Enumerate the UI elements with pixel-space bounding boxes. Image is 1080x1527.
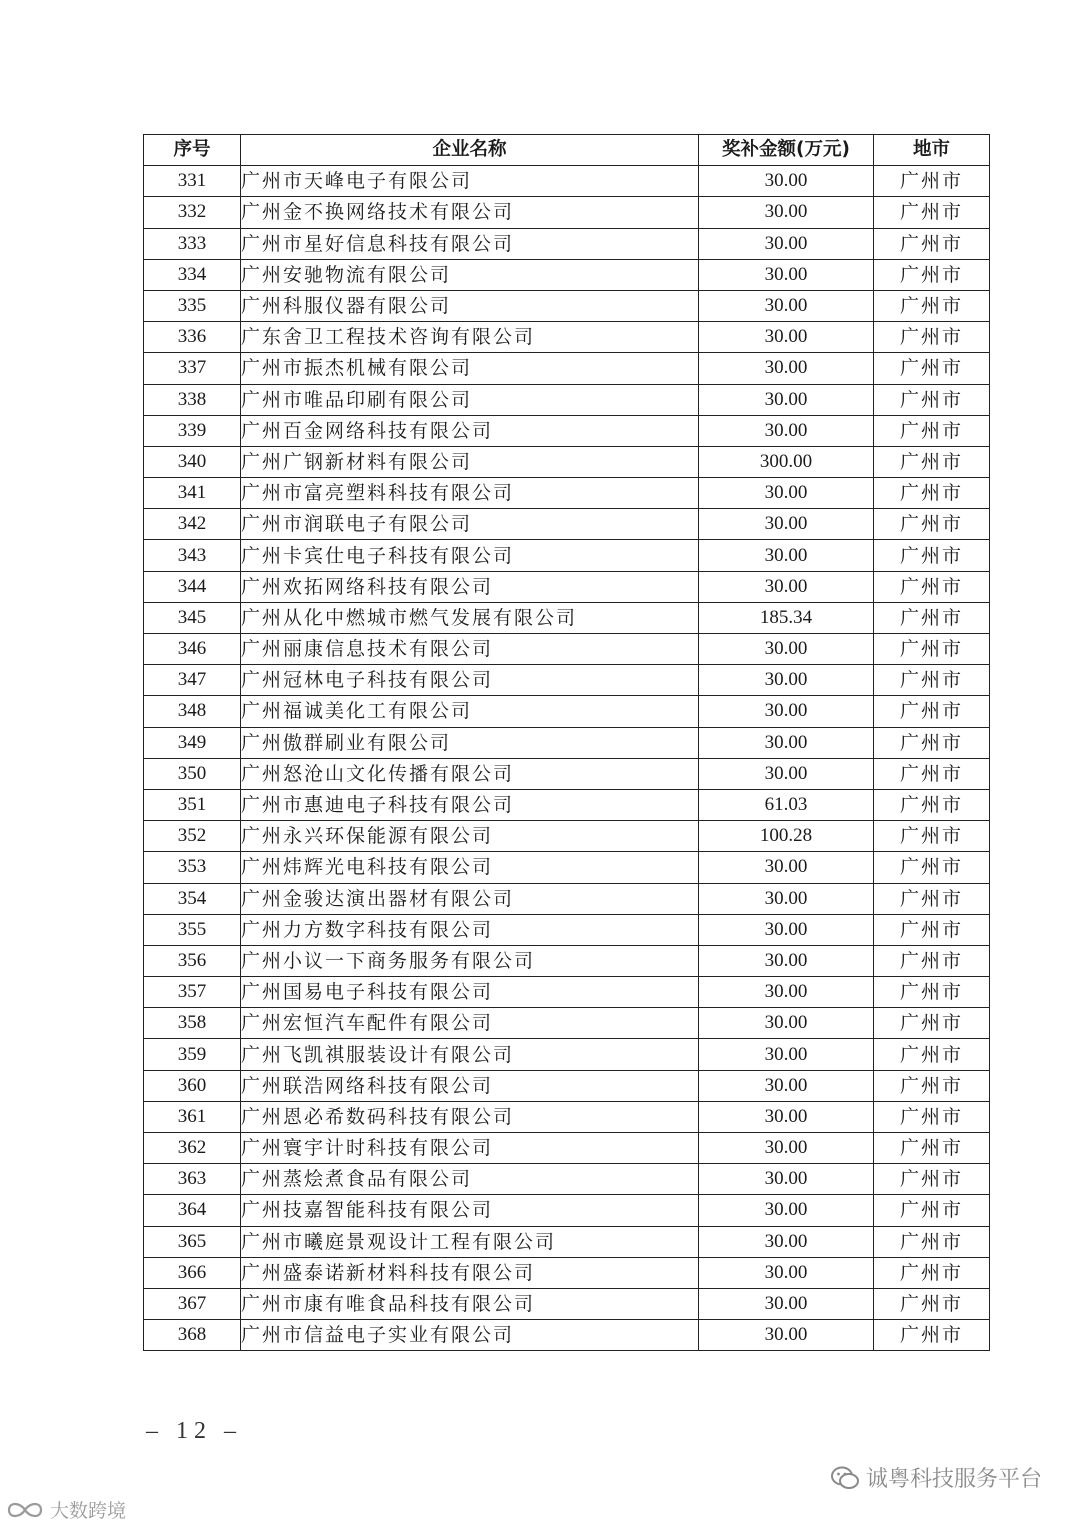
- award-amount: 30.00: [699, 228, 874, 259]
- city-name: 广州市: [874, 696, 990, 727]
- table-row: [144, 1101, 990, 1132]
- company-name: 广州市润联电子有限公司: [241, 509, 699, 540]
- row-number: 332: [144, 197, 241, 228]
- award-amount: 30.00: [699, 1039, 874, 1070]
- city-name: 广州市: [874, 571, 990, 602]
- row-number: 361: [144, 1101, 241, 1132]
- city-name: 广州市: [874, 852, 990, 883]
- city-name: 广州市: [874, 322, 990, 353]
- city-name: 广州市: [874, 665, 990, 696]
- company-name: 广州寰宇计时科技有限公司: [241, 1133, 699, 1164]
- award-amount: 61.03: [699, 789, 874, 820]
- company-name: 广东舍卫工程技术咨询有限公司: [241, 322, 699, 353]
- row-number: 340: [144, 446, 241, 477]
- award-amount: 30.00: [699, 977, 874, 1008]
- city-name: 广州市: [874, 1320, 990, 1351]
- city-name: 广州市: [874, 821, 990, 852]
- company-name: 广州宏恒汽车配件有限公司: [241, 1008, 699, 1039]
- row-number: 365: [144, 1226, 241, 1257]
- city-name: 广州市: [874, 634, 990, 665]
- row-number: 331: [144, 166, 241, 197]
- row-number: 343: [144, 540, 241, 571]
- company-name: 广州技嘉智能科技有限公司: [241, 1195, 699, 1226]
- company-name: 广州百金网络科技有限公司: [241, 415, 699, 446]
- city-name: 广州市: [874, 945, 990, 976]
- table-row: [144, 166, 990, 197]
- row-number: 355: [144, 914, 241, 945]
- city-name: 广州市: [874, 977, 990, 1008]
- company-name: 广州市富亮塑料科技有限公司: [241, 478, 699, 509]
- company-name: 广州傲群刷业有限公司: [241, 727, 699, 758]
- row-number: 334: [144, 259, 241, 290]
- award-amount: 30.00: [699, 634, 874, 665]
- company-name: 广州欢拓网络科技有限公司: [241, 571, 699, 602]
- table-row: [144, 665, 990, 696]
- company-name: 广州市振杰机械有限公司: [241, 353, 699, 384]
- table-row: [144, 509, 990, 540]
- table-row: [144, 415, 990, 446]
- award-amount: 30.00: [699, 197, 874, 228]
- award-amount: 30.00: [699, 1133, 874, 1164]
- award-amount: 30.00: [699, 290, 874, 321]
- city-name: 广州市: [874, 446, 990, 477]
- city-name: 广州市: [874, 1039, 990, 1070]
- company-name: 广州福诚美化工有限公司: [241, 696, 699, 727]
- city-name: 广州市: [874, 1195, 990, 1226]
- award-amount: 30.00: [699, 852, 874, 883]
- award-amount: 30.00: [699, 1257, 874, 1288]
- city-name: 广州市: [874, 290, 990, 321]
- company-name: 广州市康有唯食品科技有限公司: [241, 1288, 699, 1319]
- company-name: 广州科服仪器有限公司: [241, 290, 699, 321]
- table-row: [144, 1070, 990, 1101]
- row-number: 359: [144, 1039, 241, 1070]
- company-name: 广州国易电子科技有限公司: [241, 977, 699, 1008]
- table-row: [144, 228, 990, 259]
- company-name: 广州怒沧山文化传播有限公司: [241, 758, 699, 789]
- city-name: 广州市: [874, 197, 990, 228]
- award-amount: 30.00: [699, 259, 874, 290]
- company-name: 广州市唯品印刷有限公司: [241, 384, 699, 415]
- row-number: 357: [144, 977, 241, 1008]
- wechat-watermark: [830, 1462, 1042, 1493]
- row-number: 363: [144, 1164, 241, 1195]
- award-amount: 30.00: [699, 1070, 874, 1101]
- award-amount: 100.28: [699, 821, 874, 852]
- row-number: 354: [144, 883, 241, 914]
- row-number: 366: [144, 1257, 241, 1288]
- company-name: 广州市曦庭景观设计工程有限公司: [241, 1226, 699, 1257]
- city-name: 广州市: [874, 883, 990, 914]
- city-name: 广州市: [874, 166, 990, 197]
- award-amount: 30.00: [699, 914, 874, 945]
- award-amount: 30.00: [699, 166, 874, 197]
- table-row: [144, 696, 990, 727]
- award-amount: 30.00: [699, 1320, 874, 1351]
- table-row: [144, 259, 990, 290]
- company-name: 广州恩必希数码科技有限公司: [241, 1101, 699, 1132]
- table-header-row: [144, 135, 990, 166]
- table-row: [144, 1288, 990, 1319]
- table-row: [144, 353, 990, 384]
- city-name: 广州市: [874, 1008, 990, 1039]
- city-name: 广州市: [874, 789, 990, 820]
- company-name: 广州冠林电子科技有限公司: [241, 665, 699, 696]
- header-city: 地市: [874, 135, 990, 166]
- corner-watermark: [4, 1496, 126, 1523]
- city-name: 广州市: [874, 509, 990, 540]
- award-amount: 300.00: [699, 446, 874, 477]
- company-name: 广州蒸烩煮食品有限公司: [241, 1164, 699, 1195]
- company-name: 广州金骏达演出器材有限公司: [241, 883, 699, 914]
- table-row: [144, 852, 990, 883]
- table-row: [144, 1008, 990, 1039]
- row-number: 345: [144, 602, 241, 633]
- table-row: [144, 977, 990, 1008]
- table-row: [144, 727, 990, 758]
- city-name: 广州市: [874, 353, 990, 384]
- table-row: [144, 1226, 990, 1257]
- table-row: [144, 1320, 990, 1351]
- company-name: 广州市天峰电子有限公司: [241, 166, 699, 197]
- table-row: [144, 197, 990, 228]
- row-number: 348: [144, 696, 241, 727]
- infinity-logo-icon: [4, 1499, 46, 1521]
- award-amount: 30.00: [699, 415, 874, 446]
- award-amount: 30.00: [699, 540, 874, 571]
- row-number: 349: [144, 727, 241, 758]
- row-number: 364: [144, 1195, 241, 1226]
- table-row: [144, 914, 990, 945]
- award-amount: 30.00: [699, 883, 874, 914]
- table-row: [144, 1164, 990, 1195]
- row-number: 346: [144, 634, 241, 665]
- table-row: [144, 789, 990, 820]
- city-name: 广州市: [874, 1101, 990, 1132]
- table-row: [144, 1039, 990, 1070]
- award-amount: 30.00: [699, 727, 874, 758]
- row-number: 344: [144, 571, 241, 602]
- row-number: 336: [144, 322, 241, 353]
- header-name: 企业名称: [241, 135, 699, 166]
- table-row: [144, 540, 990, 571]
- city-name: 广州市: [874, 1257, 990, 1288]
- award-amount: 30.00: [699, 665, 874, 696]
- award-amount: 30.00: [699, 1288, 874, 1319]
- row-number: 350: [144, 758, 241, 789]
- row-number: 339: [144, 415, 241, 446]
- company-name: 广州丽康信息技术有限公司: [241, 634, 699, 665]
- table-row: [144, 290, 990, 321]
- row-number: 360: [144, 1070, 241, 1101]
- award-amount: 30.00: [699, 1164, 874, 1195]
- award-amount: 30.00: [699, 509, 874, 540]
- city-name: 广州市: [874, 1164, 990, 1195]
- table-row: [144, 1195, 990, 1226]
- row-number: 353: [144, 852, 241, 883]
- company-name: 广州广钢新材料有限公司: [241, 446, 699, 477]
- award-amount: 30.00: [699, 1226, 874, 1257]
- row-number: 341: [144, 478, 241, 509]
- award-amount: 30.00: [699, 322, 874, 353]
- company-name: 广州市星好信息科技有限公司: [241, 228, 699, 259]
- city-name: 广州市: [874, 914, 990, 945]
- award-amount: 30.00: [699, 1008, 874, 1039]
- row-number: 342: [144, 509, 241, 540]
- wechat-icon: [830, 1465, 860, 1491]
- city-name: 广州市: [874, 758, 990, 789]
- row-number: 358: [144, 1008, 241, 1039]
- award-amount: 185.34: [699, 602, 874, 633]
- city-name: 广州市: [874, 1288, 990, 1319]
- city-name: 广州市: [874, 540, 990, 571]
- city-name: 广州市: [874, 384, 990, 415]
- table-row: [144, 634, 990, 665]
- company-name: 广州永兴环保能源有限公司: [241, 821, 699, 852]
- award-amount: 30.00: [699, 945, 874, 976]
- city-name: 广州市: [874, 1070, 990, 1101]
- city-name: 广州市: [874, 228, 990, 259]
- table-row: [144, 883, 990, 914]
- table-row: [144, 384, 990, 415]
- wechat-label: 诚粤科技服务平台: [865, 1467, 1042, 1492]
- table-row: [144, 1257, 990, 1288]
- award-table: [143, 134, 990, 1351]
- table-row: [144, 758, 990, 789]
- company-name: 广州市惠迪电子科技有限公司: [241, 789, 699, 820]
- company-name: 广州从化中燃城市燃气发展有限公司: [241, 602, 699, 633]
- company-name: 广州金不换网络技术有限公司: [241, 197, 699, 228]
- table-row: [144, 446, 990, 477]
- award-amount: 30.00: [699, 696, 874, 727]
- award-amount: 30.00: [699, 1101, 874, 1132]
- row-number: 335: [144, 290, 241, 321]
- row-number: 356: [144, 945, 241, 976]
- company-name: 广州盛泰诺新材料科技有限公司: [241, 1257, 699, 1288]
- company-name: 广州炜辉光电科技有限公司: [241, 852, 699, 883]
- row-number: 351: [144, 789, 241, 820]
- row-number: 352: [144, 821, 241, 852]
- city-name: 广州市: [874, 1226, 990, 1257]
- award-amount: 30.00: [699, 571, 874, 602]
- row-number: 347: [144, 665, 241, 696]
- table-row: [144, 821, 990, 852]
- city-name: 广州市: [874, 415, 990, 446]
- row-number: 337: [144, 353, 241, 384]
- company-name: 广州联浩网络科技有限公司: [241, 1070, 699, 1101]
- company-name: 广州安驰物流有限公司: [241, 259, 699, 290]
- city-name: 广州市: [874, 727, 990, 758]
- row-number: 368: [144, 1320, 241, 1351]
- row-number: 362: [144, 1133, 241, 1164]
- table-row: [144, 1133, 990, 1164]
- header-no: 序号: [144, 135, 241, 166]
- company-name: 广州飞凯祺服装设计有限公司: [241, 1039, 699, 1070]
- table-row: [144, 478, 990, 509]
- award-amount: 30.00: [699, 384, 874, 415]
- row-number: 367: [144, 1288, 241, 1319]
- city-name: 广州市: [874, 1133, 990, 1164]
- award-amount: 30.00: [699, 758, 874, 789]
- corner-label: 大数跨境: [50, 1500, 127, 1522]
- company-name: 广州小议一下商务服务有限公司: [241, 945, 699, 976]
- table-row: [144, 945, 990, 976]
- award-amount: 30.00: [699, 1195, 874, 1226]
- table-body: [144, 166, 990, 1351]
- company-name: 广州力方数字科技有限公司: [241, 914, 699, 945]
- company-name: 广州卡宾仕电子科技有限公司: [241, 540, 699, 571]
- city-name: 广州市: [874, 478, 990, 509]
- company-name: 广州市信益电子实业有限公司: [241, 1320, 699, 1351]
- award-amount: 30.00: [699, 478, 874, 509]
- row-number: 333: [144, 228, 241, 259]
- table-row: [144, 602, 990, 633]
- page-number: – 12 –: [146, 1418, 242, 1444]
- table-row: [144, 571, 990, 602]
- row-number: 338: [144, 384, 241, 415]
- city-name: 广州市: [874, 602, 990, 633]
- award-amount: 30.00: [699, 353, 874, 384]
- header-amount: 奖补金额(万元): [699, 135, 874, 166]
- table-row: [144, 322, 990, 353]
- city-name: 广州市: [874, 259, 990, 290]
